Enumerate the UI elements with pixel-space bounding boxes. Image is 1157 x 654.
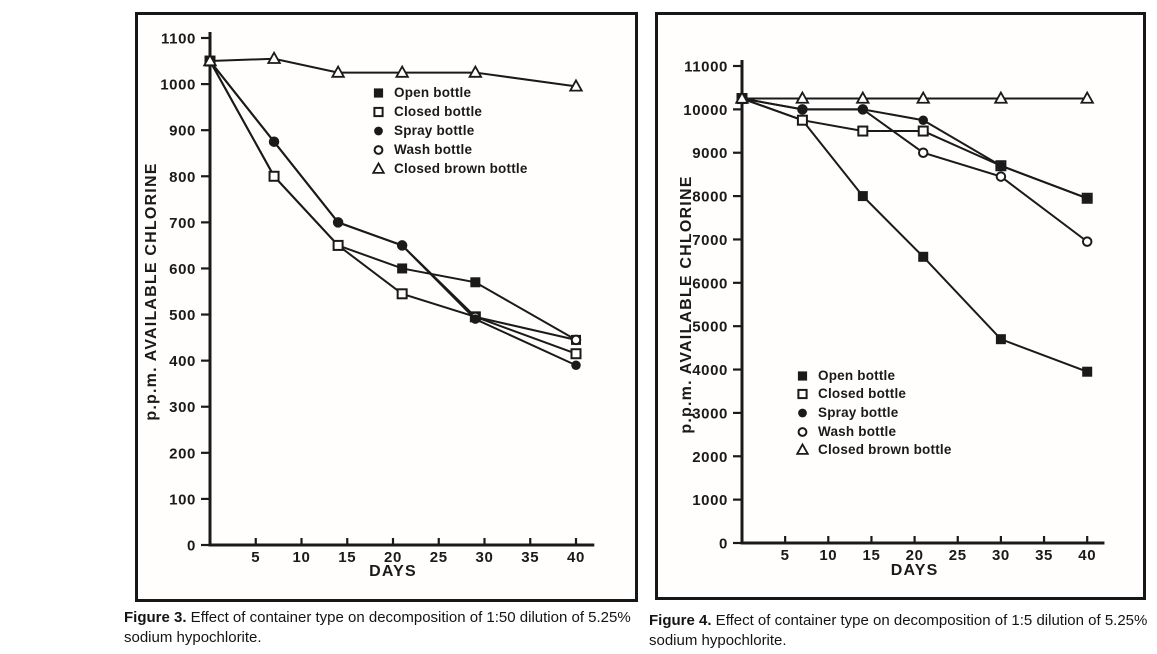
filled-square-marker — [1082, 367, 1092, 377]
series-closed-brown-bottle — [736, 93, 1093, 103]
y-tick-label: 500 — [169, 307, 196, 325]
y-tick-label: 1100 — [161, 30, 196, 48]
filled-circle-marker — [269, 137, 279, 147]
y-tick-label: 8000 — [692, 188, 728, 206]
y-tick-label: 400 — [169, 353, 196, 371]
filled-circle-icon — [371, 123, 386, 138]
filled-square-icon — [795, 368, 810, 383]
filled-circle-marker — [471, 314, 481, 324]
open-circle-marker — [799, 428, 807, 436]
figure-4-caption-label: Figure 4. — [649, 612, 712, 629]
x-tick-label: 20 — [905, 547, 924, 564]
legend-label: Open bottle — [818, 367, 896, 383]
series-line — [742, 99, 1087, 199]
y-tick-label: 0 — [719, 535, 728, 553]
x-tick-label: 25 — [948, 547, 967, 564]
open-square-marker — [919, 127, 928, 136]
filled-circle-marker — [374, 127, 383, 136]
figure-3-caption-text: Effect of container type on decomposition of 1:50 dilution of 5.25% sodium hypochlorite. — [124, 609, 631, 646]
open-square-marker — [572, 349, 581, 358]
y-tick-label: 2000 — [692, 448, 728, 466]
filled-circle-marker — [333, 218, 343, 228]
x-tick-label: 35 — [1035, 547, 1053, 564]
open-circle-icon — [795, 424, 810, 439]
y-tick-label: 0 — [187, 537, 196, 555]
open-circle-icon — [371, 142, 386, 157]
x-tick-label: 15 — [338, 549, 357, 566]
legend-item-wash-bottle — [795, 422, 952, 441]
filled-square-marker — [996, 334, 1006, 344]
legend-item-spray-bottle — [371, 121, 528, 140]
legend-label: Wash bottle — [394, 142, 473, 157]
x-tick-label: 30 — [475, 549, 494, 566]
series-closed-bottle — [738, 94, 1092, 203]
y-tick-label: 100 — [169, 491, 196, 509]
figure-4-panel — [655, 12, 1146, 600]
filled-circle-marker — [996, 161, 1006, 171]
figure-4-caption — [649, 611, 1150, 651]
legend-item-spray-bottle — [795, 403, 952, 422]
y-tick-label: 900 — [169, 122, 196, 140]
legend-item-closed-bottle — [371, 102, 528, 121]
legend-item-closed-brown-bottle — [371, 159, 528, 178]
filled-circle-marker — [918, 115, 928, 125]
legend-label: Wash bottle — [818, 423, 897, 439]
y-tick-label: 5000 — [692, 318, 728, 336]
open-square-icon — [371, 104, 386, 119]
open-circle-marker — [919, 148, 928, 157]
open-square-icon — [795, 386, 810, 401]
x-tick-label: 10 — [819, 547, 838, 564]
figure-3-caption-label: Figure 3. — [124, 609, 187, 626]
figure-4-chart — [658, 15, 1143, 597]
series-line — [742, 99, 1087, 372]
x-tick-label: 35 — [521, 549, 540, 566]
y-axis-label: p.p.m. AVAILABLE CHLORINE — [678, 175, 695, 434]
legend-label: Open bottle — [394, 85, 472, 100]
filled-circle-marker — [858, 105, 868, 115]
y-tick-label: 1000 — [160, 76, 196, 94]
y-tick-label: 11000 — [684, 58, 728, 76]
open-square-marker — [334, 241, 343, 250]
y-tick-label: 3000 — [692, 405, 728, 423]
open-square-marker — [858, 127, 867, 136]
filled-square-marker — [798, 371, 807, 380]
legend-label: Closed bottle — [394, 104, 483, 119]
filled-square-marker — [918, 252, 928, 262]
legend-label: Closed bottle — [818, 386, 907, 402]
filled-square-marker — [858, 191, 868, 201]
legend-item-open-bottle — [371, 83, 528, 102]
legend-label: Closed brown bottle — [818, 442, 952, 458]
y-tick-label: 1000 — [692, 492, 728, 510]
series-open-bottle — [737, 94, 1092, 377]
legend-label: Spray bottle — [818, 404, 899, 420]
filled-circle-marker — [798, 105, 808, 115]
open-triangle-marker — [268, 53, 280, 63]
open-circle-marker — [997, 172, 1006, 181]
open-circle-marker — [572, 336, 581, 345]
y-tick-label: 200 — [169, 445, 196, 463]
open-square-marker — [270, 172, 279, 181]
x-tick-label: 10 — [292, 549, 311, 566]
filled-circle-marker — [397, 241, 407, 251]
figure-3-caption — [124, 608, 641, 648]
y-axis-label: p.p.m. AVAILABLE CHLORINE — [143, 162, 160, 421]
x-tick-label: 15 — [862, 547, 881, 564]
y-tick-label: 700 — [169, 214, 196, 232]
legend-item-closed-brown-bottle — [795, 440, 952, 459]
y-tick-label: 800 — [169, 168, 196, 186]
figure-3-legend — [371, 83, 528, 178]
filled-square-marker — [470, 277, 480, 287]
open-triangle-icon — [371, 161, 386, 176]
open-square-marker — [398, 289, 407, 298]
filled-square-marker — [397, 263, 407, 273]
legend-label: Spray bottle — [394, 123, 475, 138]
y-tick-label: 7000 — [692, 231, 728, 249]
open-circle-marker — [1083, 237, 1092, 246]
y-tick-label: 9000 — [692, 145, 728, 163]
y-tick-label: 300 — [169, 399, 196, 417]
y-tick-label: 4000 — [692, 362, 728, 380]
x-tick-label: 5 — [251, 549, 261, 566]
series-line — [742, 99, 1087, 242]
figure-3-panel — [135, 12, 638, 602]
filled-square-marker — [374, 88, 383, 97]
x-tick-label: 20 — [384, 549, 402, 566]
x-tick-label: 30 — [991, 547, 1010, 564]
legend-label: Closed brown bottle — [394, 161, 528, 176]
filled-circle-marker — [798, 409, 807, 418]
y-tick-label: 10000 — [683, 101, 728, 119]
x-tick-label: 25 — [429, 549, 448, 566]
x-tick-label: 40 — [1078, 547, 1097, 564]
open-square-marker — [374, 108, 382, 116]
x-axis-label: DAYS — [369, 563, 417, 580]
y-tick-label: 6000 — [692, 275, 728, 293]
axes — [683, 59, 1104, 565]
filled-square-icon — [371, 85, 386, 100]
filled-circle-marker — [571, 360, 581, 370]
legend-item-closed-bottle — [795, 385, 952, 404]
legend-item-open-bottle — [795, 366, 952, 385]
x-axis-label: DAYS — [890, 562, 939, 579]
series-spray-bottle — [737, 94, 1092, 203]
figure-4-legend — [795, 366, 952, 459]
filled-circle-marker — [1082, 194, 1092, 204]
open-circle-marker — [375, 146, 383, 154]
open-triangle-icon — [795, 442, 810, 457]
series-line — [742, 99, 1087, 199]
legend-item-wash-bottle — [371, 140, 528, 159]
y-tick-label: 600 — [169, 260, 196, 278]
filled-circle-icon — [795, 405, 810, 420]
x-tick-label: 40 — [567, 549, 585, 566]
figure-4-caption-text: Effect of container type on decomposition of 1:5 dilution of 5.25% sodium hypochlorite. — [649, 612, 1148, 649]
x-tick-label: 5 — [780, 547, 790, 564]
open-triangle-marker — [373, 163, 384, 172]
open-square-marker — [798, 390, 806, 398]
open-triangle-marker — [797, 445, 808, 454]
open-square-marker — [798, 116, 807, 125]
